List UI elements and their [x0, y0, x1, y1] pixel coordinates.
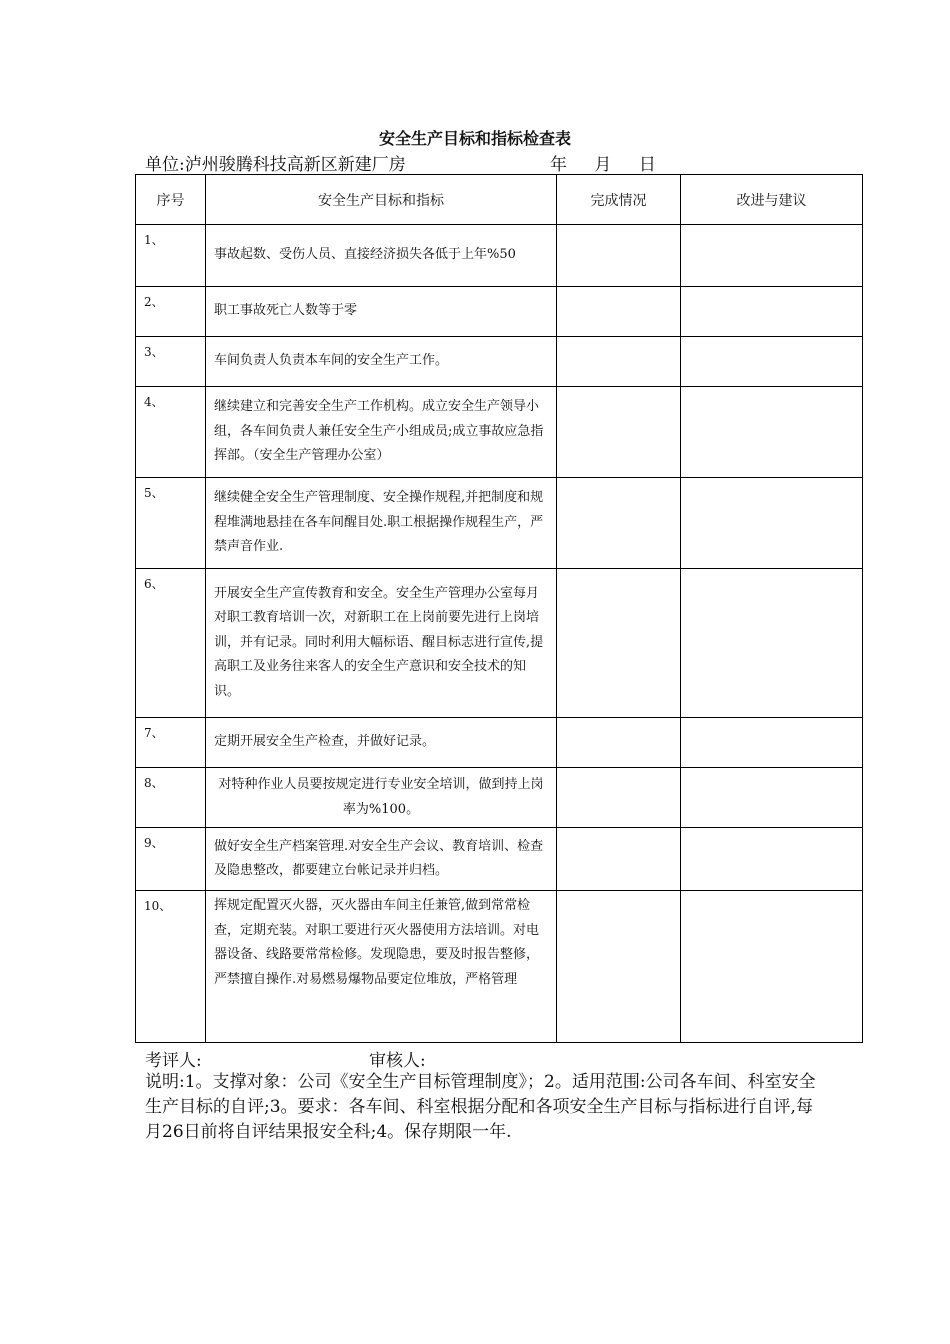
- unit-label: 单位:泸州骏腾科技高新区新建厂房: [145, 155, 406, 175]
- header-suggestion: 改进与建议: [681, 175, 863, 225]
- suggestion-cell[interactable]: [681, 478, 863, 569]
- completion-cell[interactable]: [557, 387, 681, 478]
- row-goal: [206, 828, 557, 891]
- row-number: 3、: [136, 337, 206, 387]
- completion-cell[interactable]: [557, 768, 681, 828]
- row-goal: [206, 337, 557, 387]
- row-number: 5、: [136, 478, 206, 569]
- table-row: [136, 337, 863, 387]
- row-goal-text: 开展安全生产宣传教育和安全。安全生产管理办公室每月对职工教育培训一次，对新职工在上岗前要先进行上岗培训，并有记录。同时利用大幅标语、醒目标志进行宣传,提高职工及业务往来客人的安全生产意识和安全技术的知识。: [214, 585, 544, 699]
- row-goal-text: 车间负责人负责本车间的安全生产工作。: [214, 353, 449, 369]
- evaluator-label: 考评人:: [145, 1051, 202, 1071]
- suggestion-cell[interactable]: [681, 569, 863, 718]
- header-goal: 安全生产目标和指标: [206, 175, 557, 225]
- row-goal-text: 职工事故死亡人数等于零: [214, 303, 358, 319]
- row-goal: [206, 718, 557, 768]
- date-fields: [550, 150, 678, 175]
- row-goal-text: 定期开展安全生产检查，并做好记录。: [214, 734, 436, 750]
- header-completion: 完成情况: [557, 175, 681, 225]
- date-day: 日: [638, 155, 656, 175]
- suggestion-cell[interactable]: [681, 828, 863, 891]
- table-row: [136, 287, 863, 337]
- table-row: [136, 718, 863, 768]
- suggestion-cell[interactable]: [681, 337, 863, 387]
- row-number: 4、: [136, 387, 206, 478]
- row-number: 9、: [136, 828, 206, 891]
- completion-cell[interactable]: [557, 718, 681, 768]
- completion-cell[interactable]: [557, 225, 681, 287]
- table-header-row: [136, 175, 863, 225]
- row-number: 1、: [136, 225, 206, 287]
- row-number: 10、: [136, 891, 206, 1043]
- goals-table: [135, 174, 863, 1043]
- table-row: [136, 569, 863, 718]
- completion-cell[interactable]: [557, 287, 681, 337]
- row-goal: [206, 569, 557, 718]
- completion-cell[interactable]: [557, 337, 681, 387]
- row-goal-text: 事故起数、受伤人员、直接经济损失各低于上年%50: [214, 247, 516, 263]
- row-goal: [206, 891, 557, 1043]
- suggestion-cell[interactable]: [681, 387, 863, 478]
- row-goal: [206, 478, 557, 569]
- row-goal-text: 挥规定配置灭火器，灭火器由车间主任兼管,做到常常检查，定期充装。对职工要进行灭火器使用方法培训。对电器设备、线路要常常检修。发现隐患，要及时报告整修，严禁擅自操作.对易燃易爆物品要定位堆放，严格管理: [214, 898, 540, 987]
- suggestion-cell[interactable]: [681, 891, 863, 1043]
- suggestion-cell[interactable]: [681, 225, 863, 287]
- row-goal-text: 继续健全安全生产管理制度、安全操作规程,并把制度和规程堆满地悬挂在各车间醒目处.职工根据操作规程生产，严禁声音作业.: [214, 490, 544, 555]
- row-number: 8、: [136, 768, 206, 828]
- header-number: 序号: [136, 175, 206, 225]
- table-row: [136, 225, 863, 287]
- table-row: [136, 478, 863, 569]
- explanation-note: 说明:1。支撑对象：公司《安全生产目标管理制度》；2。适用范围:公司各车间、科室安全生产目标的自评;3。要求：各车间、科室根据分配和各项安全生产目标与指标进行自评,每月26日前将自评结果报安全科;4。保存期限一年.: [145, 1072, 816, 1142]
- row-goal-text: 继续建立和完善安全生产工作机构。成立安全生产领导小组，各车间负责人兼任安全生产小组成员;成立事故应急指挥部。（安全生产管理办公室）: [214, 399, 544, 464]
- suggestion-cell[interactable]: [681, 718, 863, 768]
- signature-line: [145, 1046, 426, 1071]
- completion-cell[interactable]: [557, 891, 681, 1043]
- document-title: 安全生产目标和指标检查表: [378, 129, 571, 148]
- suggestion-cell[interactable]: [681, 287, 863, 337]
- completion-cell[interactable]: [557, 828, 681, 891]
- table-row: [136, 768, 863, 828]
- row-goal: [206, 768, 557, 828]
- row-number: 6、: [136, 569, 206, 718]
- table-row: [136, 387, 863, 478]
- date-month: 月: [594, 155, 612, 175]
- row-goal: [206, 225, 557, 287]
- row-number: 2、: [136, 287, 206, 337]
- row-goal: [206, 287, 557, 337]
- date-year: 年: [550, 155, 567, 175]
- suggestion-cell[interactable]: [681, 768, 863, 828]
- row-goal-text: 对特种作业人员要按规定进行专业安全培训，做到持上岗率为%100。: [218, 777, 544, 817]
- row-goal: [206, 387, 557, 478]
- table-row: [136, 828, 863, 891]
- row-goal-text: 做好安全生产档案管理.对安全生产会议、教育培训、检查及隐患整改，都要建立台帐记录并归档。: [214, 838, 544, 878]
- row-number: 7、: [136, 718, 206, 768]
- table-row: [136, 891, 863, 1043]
- unit-line: [145, 150, 845, 175]
- reviewer-label: 审核人:: [369, 1051, 426, 1071]
- completion-cell[interactable]: [557, 478, 681, 569]
- completion-cell[interactable]: [557, 569, 681, 718]
